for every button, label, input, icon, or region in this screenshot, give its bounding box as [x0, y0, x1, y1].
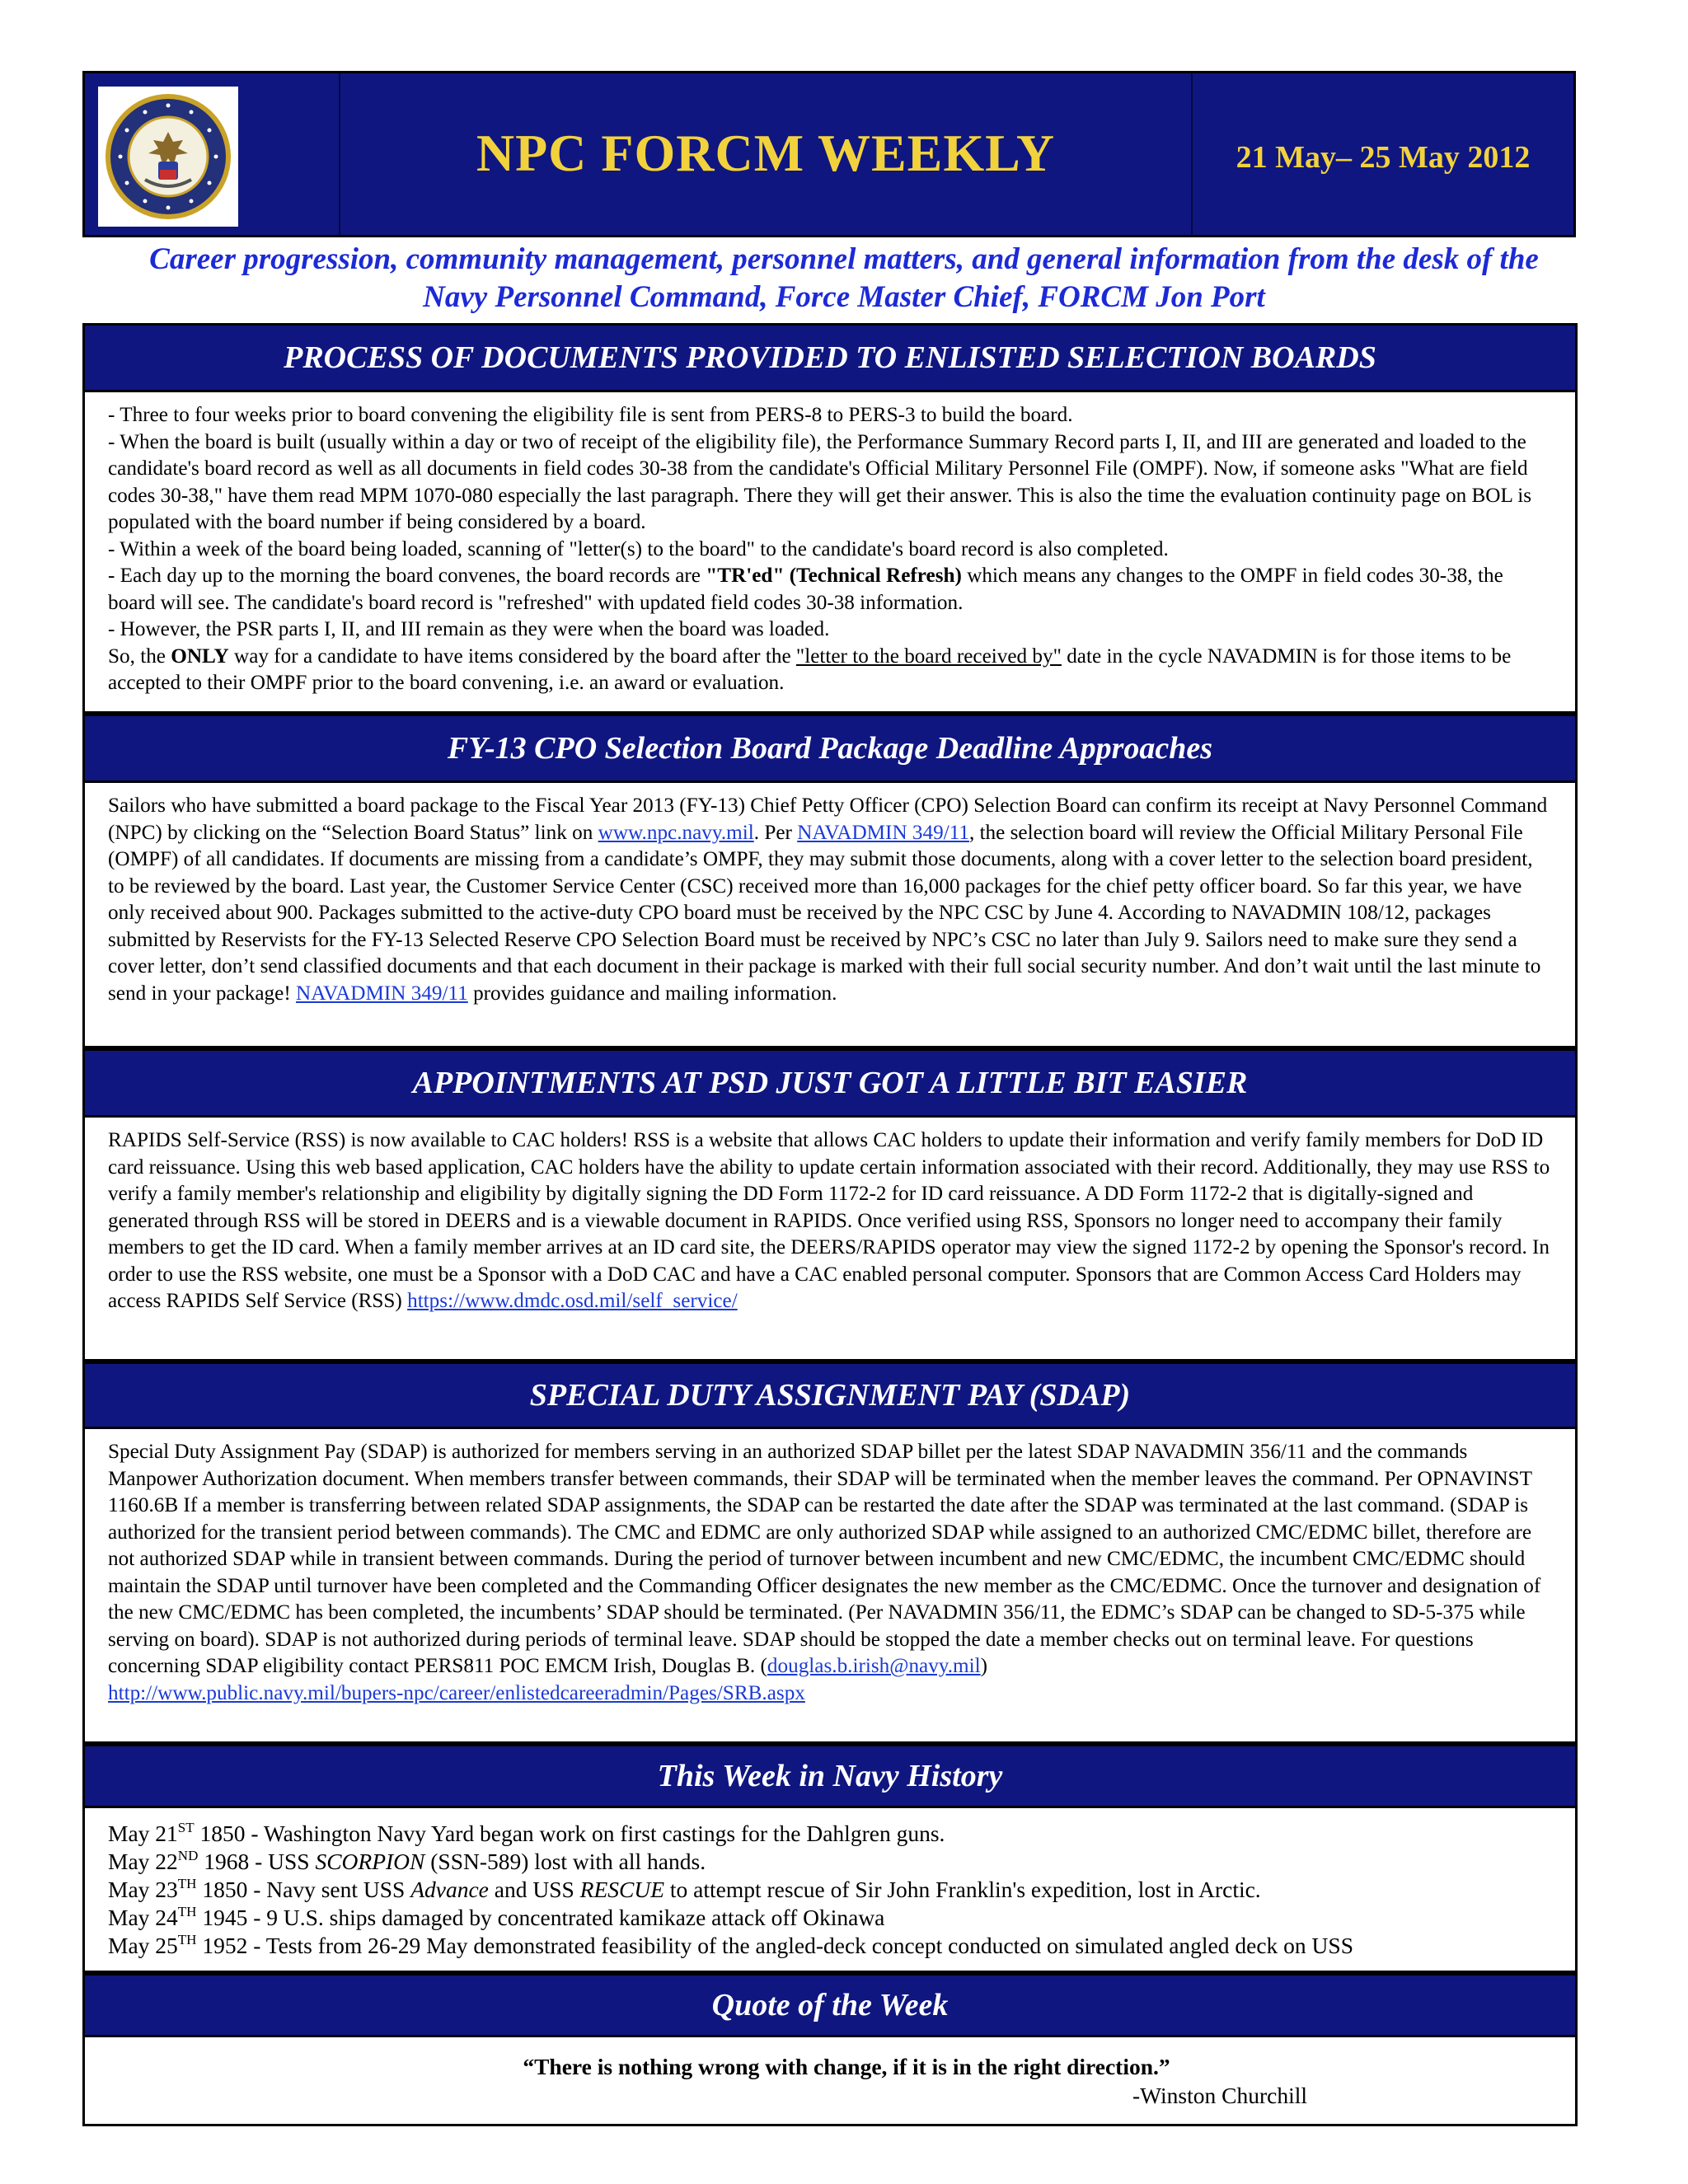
history-item: May 25TH 1952 - Tests from 26-29 May demonstrated feasibility of the angled-deck concept conducted on simulated angled deck on USS [108, 1932, 1354, 1958]
date-cell [1193, 73, 1573, 235]
logo-cell [85, 73, 340, 235]
technical-refresh-term: "TR'ed" (Technical Refresh) [706, 565, 962, 587]
history-item: May 21ST 1850 - Washington Navy Yard began work on first castings for the Dahlgren guns. [108, 1820, 945, 1846]
issue-dates: 21 May– 25 May 2012 [1236, 140, 1531, 175]
sdap-paragraph: Special Duty Assignment Pay (SDAP) is authorized for members serving in an authorized SDAP billet per the latest SDAP NAVADMIN 356/11 and the commands Manpower Authorization document. When members transfer between commands, their SDAP will be terminated when the member leaves the command. Per OPNAVINST 1160.6B If a member is transferring between related SDAP assignments, the SDAP can be restarted the date after the SDAP was terminated at the last command. (SDAP is authorized for the transient period between commands). The CMC and EDMC are only authorized SDAP while assigned to an authorized CMC/EDMC billet, therefore are not authorized SDAP while in transient between commands. During the period of turnover between incumbent and new CMC/EDMC, the incumbent CMC/EDMC should maintain the SDAP until turnover have been completed and the Commanding Officer designates the new member as the CMC/EDMC. Once the turnover and designation of the new CMC/EDMC has been completed, the incumbents’ SDAP should be terminated. (Per NAVADMIN 356/11, the EDMC’s SDAP can be changed to SD-5-375 while serving on board). SDAP is not authorized during periods of terminal leave. SDAP should be stopped the date a member checks out on terminal leave. For questions concerning SDAP eligibility contact PERS811 POC EMCM Irish, Douglas B. (douglas.b.irish@navy.mil) [108, 1441, 1541, 1677]
npc-website-link[interactable]: www.npc.navy.mil [598, 821, 754, 844]
process-item-5: - However, the PSR parts I, II, and III remain as they were when the board was loaded. [108, 618, 830, 640]
history-item: May 22ND 1968 - USS SCORPION (SSN-589) lost with all hands. [108, 1848, 706, 1874]
masthead [82, 71, 1576, 237]
navadmin-349-link-2[interactable]: NAVADMIN 349/11 [296, 982, 468, 1005]
section-body-process [82, 392, 1578, 714]
history-item: May 23TH 1850 - Navy sent USS Advance and USS RESCUE to attempt rescue of Sir John Franklin's expedition, lost in Arctic. [108, 1876, 1261, 1902]
srb-page-link[interactable]: http://www.public.navy.mil/bupers-npc/career/enlistedcareeradmin/Pages/SRB.aspx [108, 1681, 805, 1704]
section-body-cpo [82, 783, 1578, 1048]
tagline-line-1: Career progression, community management, personnel matters, and general information from the desk of the [149, 242, 1539, 276]
received-by-phrase: "letter to the board received by" [795, 644, 1062, 668]
cpo-paragraph: Sailors who have submitted a board package to the Fiscal Year 2013 (FY-13) Chief Petty Officer (CPO) Selection Board can confirm its receipt at Navy Personnel Command (NPC) by clicking on the “Selection Board Status” link on www.npc.navy.mil. Per NAVADMIN 349/11, the selection board will review the Official Military Personal File (OMPF) of all candidates. If documents are missing from a candidate’s OMPF, they may submit those documents, along with a cover letter to the selection board president, to be reviewed by the board. Last year, the Customer Service Center (CSC) received more than 16,000 packages for the chief petty officer board. So far this year, we have only received about 900. Packages submitted to the active-duty CPO board must be received by the NPC CSC by June 4. According to NAVADMIN 108/12, packages submitted by Reservists for the FY-13 Selected Reserve CPO Selection Board must be received by NPC’s CSC no later than July 9. Sailors need to make sure they send a cover letter, don’t send classified documents and that each document in their package is marked with their full social security number. And don’t wait until the last minute to send in your package! NAVADMIN 349/11 provides guidance and mailing information. [108, 794, 1548, 1005]
rapids-self-service-link[interactable]: https://www.dmdc.osd.mil/self_service/ [407, 1290, 738, 1312]
psd-paragraph: RAPIDS Self-Service (RSS) is now available to CAC holders! RSS is a website that allows CAC holders to update their information and verify family members for DoD ID card reissuance. Using this web based application, CAC holders have the ability to update certain information associated with their record. Additionally, they may use RSS to verify a family member's relationship and eligibility by digitally signing the DD Form 1172-2 for ID card reissuance. A DD Form 1172-2 that is digitally-signed and generated through RSS will be stored in DEERS and is a viewable document in RAPIDS. Once verified using RSS, Sponsors no longer need to accompany their family members to get the ID card. When a family member arrives at an ID card site, the DEERS/RAPIDS operator may view the signed 1172-2 by opening the Sponsor's record. In order to use the RSS website, one must be a Sponsor with a DoD CAC and have a CAC enabled personal computer. Sponsors that are Common Access Card Holders may access RAPIDS Self Service (RSS) https://www.dmdc.osd.mil/self_service/ [108, 1129, 1550, 1312]
newsletter-title: NPC FORCM WEEKLY [476, 124, 1056, 182]
section-header-psd: APPOINTMENTS AT PSD JUST GOT A LITTLE BIT EASIER [82, 1048, 1578, 1118]
section-header-cpo: FY-13 CPO Selection Board Package Deadline Approaches [82, 714, 1578, 783]
title-cell [340, 73, 1193, 235]
section-header-quote: Quote of the Week [82, 1973, 1578, 2037]
navadmin-349-link[interactable]: NAVADMIN 349/11 [797, 821, 969, 844]
process-item-3: - Within a week of the board being loaded, scanning of "letter(s) to the board" to the candidate's board record is also completed. [108, 537, 1169, 560]
history-item: May 24TH 1945 - 9 U.S. ships damaged by concentrated kamikaze attack off Okinawa [108, 1904, 885, 1930]
process-item-1: - Three to four weeks prior to board convening the eligibility file is sent from PERS-8 to PERS-3 to build the board. [108, 404, 1073, 426]
section-body-sdap [82, 1429, 1578, 1744]
quote-text: “There is nothing wrong with change, if it is in the right direction.” [523, 2054, 1170, 2079]
process-conclusion: So, the ONLY way for a candidate to have items considered by the board after the "letter to the board received by" date in the cycle NAVADMIN is for those items to be accepted to their OMPF prior to the board convening, i.e. an award or evaluation. [108, 644, 1512, 694]
tagline [66, 241, 1622, 316]
section-body-history [82, 1808, 1578, 1973]
seal-emblem-icon [102, 91, 234, 223]
quote-author: -Winston Churchill [1132, 2083, 1307, 2108]
section-header-process: PROCESS OF DOCUMENTS PROVIDED TO ENLISTED SELECTION BOARDS [82, 323, 1578, 392]
sdap-contact-email-link[interactable]: douglas.b.irish@navy.mil [767, 1655, 981, 1677]
navy-personnel-command-seal [98, 87, 238, 227]
process-item-2: - When the board is built (usually within a day or two of receipt of the eligibility file), the Performance Summary Record parts I, II, and III are generated and loaded to the candidate's board record as well as all documents in field codes 30-38 from the candidate's Official Military Personnel File (OMPF). Now, if someone asks "What are field codes 30-38," have them read MPM 1070-080 especially the last paragraph. There they will get their answer. This is also the time the evaluation continuity page on BOL is populated with the board number if being considered by a board. [108, 430, 1532, 533]
tagline-line-2: Navy Personnel Command, Force Master Chief, FORCM Jon Port [423, 280, 1265, 314]
section-header-history: This Week in Navy History [82, 1744, 1578, 1808]
process-item-4: - Each day up to the morning the board convenes, the board records are "TR'ed" (Technical Refresh) which means any changes to the OMPF in field codes 30-38, the board will see. The candidate's board record is "refreshed" with updated field codes 30-38 information. [108, 565, 1503, 614]
section-header-sdap: SPECIAL DUTY ASSIGNMENT PAY (SDAP) [82, 1361, 1578, 1429]
section-body-quote [82, 2037, 1578, 2126]
only-emphasis: ONLY [171, 644, 229, 668]
section-body-psd [82, 1118, 1578, 1361]
